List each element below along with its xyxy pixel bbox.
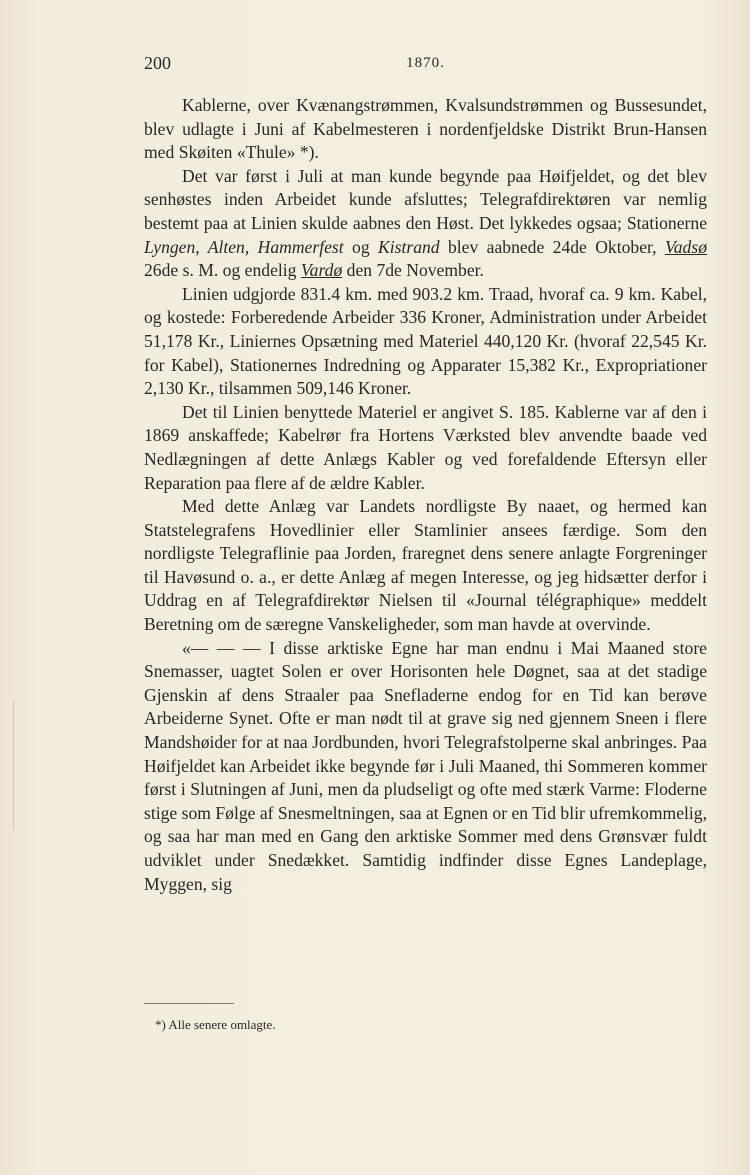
text-run: 26de s. M. og endelig xyxy=(144,260,301,281)
text-run: Med dette Anlæg var Landets nordligste By naaet, og hermed kan Statstelegrafens Hovedlinier eller Stamlinier ansees færdige. Som den nordligste Telegraflinie paa Jorden, fraregnet dens senere anlagte Forgreninger til Havøsund o. a., er dette Anlæg af megen Interesse, og jeg hidsætter derfor i Uddrag en af Telegrafdirektør Nielsen til «Journal télégraphique» meddelt Beretning om de særegne Vanskeligheder, som man havde at overvinde. xyxy=(144,496,707,635)
paragraph xyxy=(144,401,707,495)
text-run: Det til Linien benyttede Materiel er angivet S. 185. Kablerne var af den i 1869 anskaffede; Kabelrør fra Hortens Værksted blev anvendte baade ved Nedlægningen af dette Anlægs Kabler og ved forefaldende Eftersyn eller Reparation paa flere af de ældre Kabler. xyxy=(144,401,707,493)
footnote-rule xyxy=(144,1003,234,1004)
paragraph xyxy=(144,165,707,283)
page-number: 200 xyxy=(144,53,171,73)
text-run: blev aabnede 24de Oktober, xyxy=(439,236,665,257)
body-text xyxy=(144,94,707,896)
paragraph xyxy=(144,637,707,897)
text-run: Det var først i Juli at man kunde begynde paa Høifjeldet, og det blev senhøstes inden Arbeidet kunde afsluttes; Telegrafdirektøren var nemlig bestemt paa at Linien skulde aabnes den Høst. Det lykkedes ogsaa; Stationerne xyxy=(144,165,707,233)
place-name: Vardø xyxy=(300,260,343,281)
text-run: og xyxy=(343,236,378,257)
text-run: den 7de November. xyxy=(342,260,484,281)
text-run: Kablerne, over Kvænangstrømmen, Kvalsundstrømmen og Bussesundet, blev udlagte i Juni af Kabelmesteren i nordenfjeldske Distrikt Brun-Hansen med Skøiten «Thule» *). xyxy=(144,95,707,163)
place-name: Vadsø xyxy=(664,236,707,257)
text-run: «— — — I disse arktiske Egne har man endnu i Mai Maaned store Snemasser, uagtet Solen er over Horisonten hele Døgnet, saa at det stadige Gjenskin af dens Straaler paa Snefladerne endog for en Tid kan berøve Arbeiderne Synet. Ofte er man nødt til at grave sig ned gjennem Sneen i flere Mandshøider for at naa Jordbunden, hvori Telegrafstolperne skal anbringes. Paa Høifjeldet kan Arbeidet ikke begynde før i Juli Maaned, thi Sommeren kommer først i Slutningen af Juni, men da pludseligt og ofte med stærk Varme: Floderne stige som Følge af Snesmeltningen, saa at Egnen or en Tid blir ufremkommelig, og saa har man med en Gang den arktiske Sommer med dens Grønsvær fuldt udviklet under Snedækket. Samtidig indfinder disse Egnes Landeplage, Myggen, sig xyxy=(144,637,707,894)
place-name: Lyngen, Alten, Hammerfest xyxy=(144,236,344,257)
paragraph xyxy=(144,94,707,165)
margin-pencil-mark xyxy=(13,700,14,830)
footnote: *) Alle senere omlagte. xyxy=(155,1017,276,1032)
paragraph xyxy=(144,495,707,637)
paragraph xyxy=(144,283,707,401)
page-header xyxy=(144,53,707,79)
place-name: Kistrand xyxy=(378,236,440,257)
running-head-year: 1870. xyxy=(406,55,445,71)
text-run: Linien udgjorde 831.4 km. med 903.2 km. Traad, hvoraf ca. 9 km. Kabel, og kostede: Forberedende Arbeider 336 Kroner, Administration under Arbeidet 51,178 Kr., Liniernes Opsætning med Materiel 440,120 Kr. (hvoraf 22,545 Kr. for Kabel), Stationernes Indredning og Apparater 15,382 Kr., Expropriationer 2,130 Kr., tilsammen 509,146 Kroner. xyxy=(144,283,707,399)
